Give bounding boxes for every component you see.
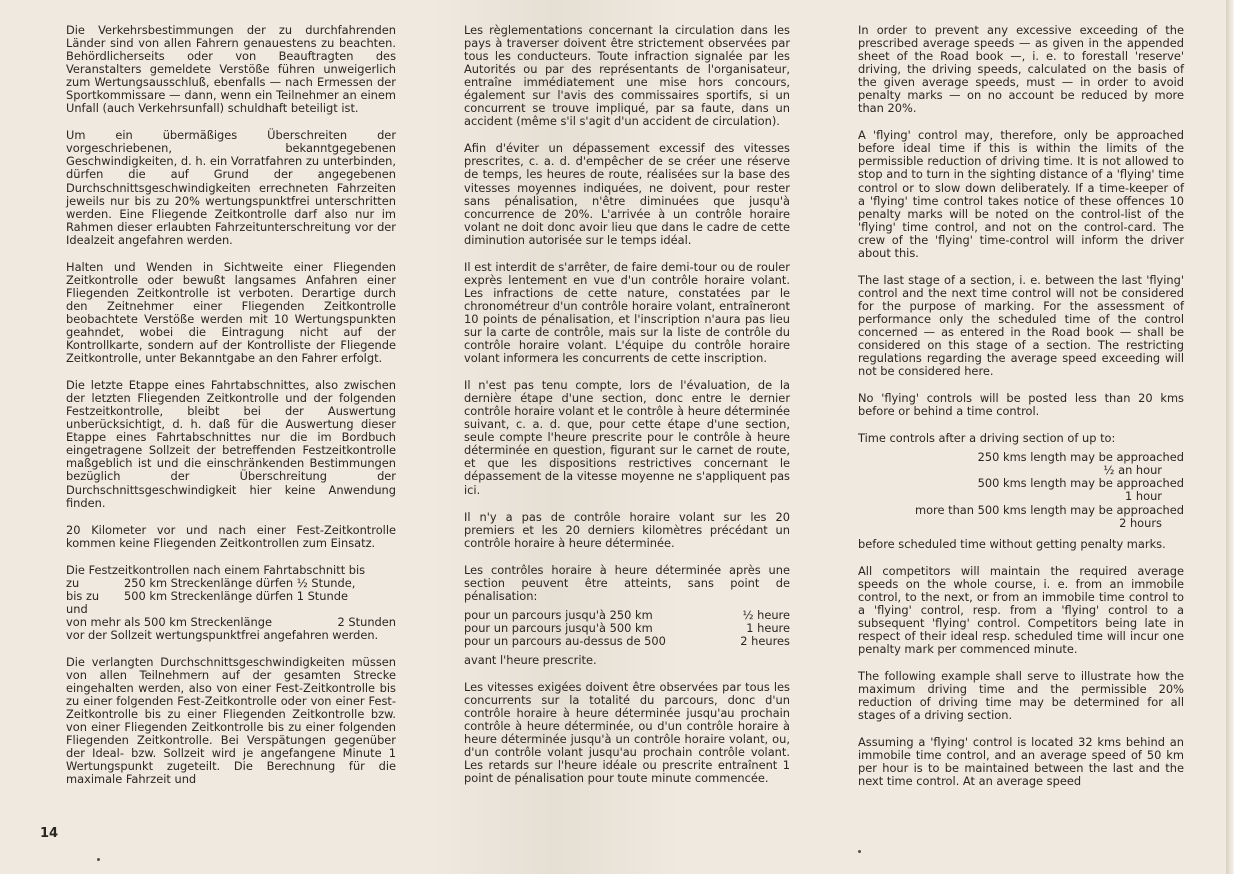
paragraph: before scheduled time without getting penalty marks.	[858, 536, 1166, 551]
time-allowance-list	[858, 451, 1184, 529]
paragraph: Les contrôles horaire à heure déterminée après une section peuvent être atteints, sans point de pénalisation:	[464, 562, 790, 603]
table-cell: und	[66, 601, 88, 616]
time-allowance-table	[66, 577, 396, 616]
table-row	[464, 609, 790, 622]
paragraph: vor der Sollzeit wertungspunktfrei angefahren werden.	[66, 627, 379, 642]
paragraph: Les vitesses exigées doivent être observées par tous les concurrents sur la totalité du parcours, donc d'un contrôle horaire à heure déterminée jusqu'au prochain contrôle à heure déterminée, ou d'un contrôle horaire à heure déterminée jusqu'à un contrôle horaire volant, ou, d'un contrôle volant jusqu'au prochain contrôle volant. Les retards sur l'heure idéale ou prescrite entraînent 1 point de pénalisation pour toute minute commencée.	[464, 680, 790, 786]
list-item-value: ½ an hour	[1103, 463, 1162, 478]
paragraph: Die letzte Etappe eines Fahrtabschnittes, also zwischen der letzten Fliegenden Zeitkontrolle und der folgenden Festzeitkontrolle, bleibt bei der Auswertung unberücksichtigt, d. h. daß für die Auswertung dieser Etappe eines Fahrtabschnittes nur die im Bordbuch eingetragene Sollzeit der betreffenden Festzeitkontrolle maßgeblich ist und die einschränkenden Bestimmungen bezüglich der Überschreitung der Durchschnittsgeschwindigkeit hier keine Anwendung finden.	[66, 378, 396, 510]
paragraph: In order to prevent any excessive exceeding of the prescribed average speeds — as given in the appended sheet of the Road book —, i. e. to forestall 'reserve' driving, the driving speeds, calculated on the basis of the given average speeds, must — in order to avoid penalty marks — on no account be reduced by more than 20%.	[858, 23, 1184, 116]
table-row	[66, 577, 396, 590]
print-speck	[858, 850, 861, 853]
paragraph: No 'flying' controls will be posted less than 20 kms before or behind a time control.	[858, 391, 1184, 419]
time-allowance-block	[464, 564, 790, 667]
table-cell: pour un parcours jusqu'à 500 km	[464, 620, 653, 635]
paragraph: Die Verkehrsbestimmungen der zu durchfahrenden Länder sind von allen Fahrern genauestens zu beachten. Behördlicherseits oder von Beauftragten des Veranstalters gemeldete Verstöße führen unweigerlich zum Wertungsausschluß, ebenfalls — nach Ermessen der Sportkommissare — dann, wenn ein Teilnehmer an einem Unfall (auch Verkehrsunfall) schuldhaft beteiligt ist.	[66, 23, 396, 116]
paragraph: Halten und Wenden in Sichtweite einer Fliegenden Zeitkontrolle oder bewußt langsames Anfahren einer Fliegenden Zeitkontrolle ist verboten. Derartige durch den Zeitnehmer einer Fliegenden Zeitkontrolle beobachtete Verstöße werden mit 10 Wertungspunkten geahndet, wobei die Eintragung nicht auf der Kontrollkarte, sondern auf der Kontrolliste der Fliegende Zeitkontrolle, unter Bekanntgabe an den Fahrer erfolgt.	[66, 259, 396, 366]
table-cell: von mehr als 500 km Streckenlänge	[66, 614, 272, 629]
table-row	[66, 590, 396, 603]
paragraph: The last stage of a section, i. e. between the last 'flying' control and the next time control will not be considered for the purpose of marking. For the assessment of performance only the scheduled time of the control concerned — as entered in the Road book — shall be considered on this stage of a section. The restricting regulations regarding the average speed exceeding will not be considered here.	[858, 272, 1184, 379]
list-item: 250 kms length may be approached	[977, 450, 1184, 465]
paragraph: Assuming a 'flying' control is located 32 kms behind an immobile time control, and an average speed of 50 km per hour is to be maintained between the last and the next time control. At an average speed	[858, 735, 1184, 789]
time-allowance-more	[66, 616, 396, 629]
paragraph: avant l'heure prescrite.	[464, 652, 597, 667]
list-item-value: 2 hours	[1119, 515, 1162, 530]
time-allowance-table	[464, 609, 790, 648]
table-cell	[124, 603, 396, 616]
table-cell: pour un parcours au-dessus de 500	[464, 633, 666, 648]
paragraph: A 'flying' control may, therefore, only be approached before ideal time if this is within the limits of the permissible reduction of driving time. It is not allowed to stop and to turn in the sighting distance of a 'flying' time control or to slow down deliberately. If a time-keeper of a 'flying' time control takes notice of these offences 10 penalty marks will be noted on the control-list of the 'flying' time control, and not on the control-card. The crew of the 'flying' time-control will inform the driver about this.	[858, 128, 1184, 260]
paragraph: Die Festzeitkontrollen nach einem Fahrtabschnitt bis	[66, 562, 366, 577]
table-cell: 250 km Streckenlänge dürfen ½ Stunde,	[124, 575, 356, 590]
german-column	[66, 24, 396, 800]
table-cell: ½ heure	[742, 607, 790, 622]
paragraph: Il n'y a pas de contrôle horaire volant sur les 20 premiers et les 20 derniers kilomètres précédant un contrôle horaire à heure déterminée.	[464, 509, 790, 550]
paragraph: Die verlangten Durchschnittsgeschwindigkeiten müssen von allen Teilnehmern auf der gesamten Strecke eingehalten werden, also von einer Fest-Zeitkontrolle bis zu einer folgenden Fest-Zeitkontrolle oder von einer Fest-Zeitkontrolle bis zu einer Fliegenden Zeitkontrolle bzw. von einer Fliegenden Zeitkontrolle bis zu einer folgenden Fliegenden Zeitkontrolle. Bei Verspätungen gegenüber der Ideal- bzw. Sollzeit wird je angefangene Minute 1 Wertungspunkt zugeteilt. Die Berechnung für die maximale Fahrzeit und	[66, 654, 396, 787]
table-cell: 500 km Streckenlänge dürfen 1 Stunde	[124, 588, 348, 603]
table-cell: 1 heure	[746, 620, 790, 635]
table-row	[464, 635, 790, 648]
table-cell: pour un parcours jusqu'à 250 km	[464, 607, 653, 622]
list-item: 500 kms length may be approached	[977, 476, 1184, 491]
table-cell: 2 heures	[740, 633, 790, 648]
french-column	[464, 24, 790, 799]
list-item-value: 1 hour	[1125, 489, 1162, 504]
paragraph: The following example shall serve to illustrate how the maximum driving time and the permissible 20% reduction of driving time may be determined for all stages of a driving section.	[858, 668, 1184, 723]
table-cell: zu	[66, 575, 80, 590]
table-cell: bis zu	[66, 588, 100, 603]
print-speck	[97, 858, 100, 861]
page-number: 14	[40, 826, 59, 841]
paragraph: Les règlementations concernant la circulation dans les pays à traverser doivent être strictement observées par tous les conducteurs. Toute infraction signalée par les Autorités ou par des représentants de l'organisateur, entraîne immédiatement une mise hors concours, également sur l'avis des commissaires sportifs, si un concurrent se trouve impliqué, par sa faute, dans un accident (même s'il s'agit d'un accident de circulation).	[464, 23, 790, 129]
paragraph: Il n'est pas tenu compte, lors de l'évaluation, de la dernière étape d'une section, donc entre le dernier contrôle horaire volant et le contrôle à heure déterminée suivant, c. a. d. que, pour cette étape d'une section, seule compte l'heure prescrite pour le contrôle à heure déterminée en question, figurant sur le carnet de route, et que les dispositions restrictives concernant le dépassement de la vitesse moyenne ne s'appliquent pas ici.	[464, 378, 790, 497]
table-row	[66, 616, 396, 629]
english-column	[858, 24, 1184, 802]
paragraph: 20 Kilometer vor und nach einer Fest-Zeitkontrolle kommen keine Fliegenden Zeitkontrollen zum Einsatz.	[66, 522, 396, 550]
paragraph: All competitors will maintain the required average speeds on the whole course, i. e. from an immobile control, to the next, or from an immobile time control to a 'flying' control, resp. from a 'flying' control to a subsequent 'flying' control. Competitors being late in respect of their ideal resp. scheduled time will incur one penalty mark per commenced minute.	[858, 563, 1184, 656]
paragraph: Il est interdit de s'arrêter, de faire demi-tour ou de rouler exprès lentement en vue d'un contrôle horaire volant. Les infractions de cette nature, constatées par le chronométreur d'un contrôle horaire volant, entraîneront 10 points de pénalisation, et l'inscription n'aura pas lieu sur la carte de contrôle, mais sur la liste de contrôle du contrôle horaire volant. L'équipe du contrôle horaire volant informera les concurrents de cette inscription.	[464, 259, 790, 366]
table-cell: 2 Stunden	[337, 614, 396, 629]
paragraph: Afin d'éviter un dépassement excessif des vitesses prescrites, c. a. d. d'empêcher de se créer une réserve de temps, les heures de route, réalisées sur la base des vitesses moyennes indiquées, ne doivent, pour rester sans pénalisation, n'être diminuées que jusqu'à concurrence de 20%. L'arrivée à un contrôle horaire volant ne doit donc avoir lieu que dans le cadre de cette diminution autorisée sur le temps idéal.	[464, 141, 790, 247]
paragraph: Um ein übermäßiges Überschreiten der vorgeschriebenen, bekanntgegebenen Geschwindigkeiten, d. h. ein Vorratfahren zu unterbinden, dürfen die auf Grund der angegebenen Durchschnittsgeschwindigkeiten errechneten Fahrzeiten jeweils nur bis zu 20% wertungspunktfrei unterschritten werden. Eine Fliegende Zeitkontrolle darf also nur im Rahmen dieser erlaubten Fahrzeitunterschreitung vor der Idealzeit angefahren werden.	[66, 128, 396, 247]
table-row	[66, 603, 396, 616]
table-row	[464, 622, 790, 635]
page-edge	[1226, 0, 1234, 874]
list-item: more than 500 kms length may be approached	[914, 502, 1184, 517]
paragraph: Time controls after a driving section of up to:	[858, 431, 1116, 446]
time-allowance-block	[66, 564, 396, 642]
